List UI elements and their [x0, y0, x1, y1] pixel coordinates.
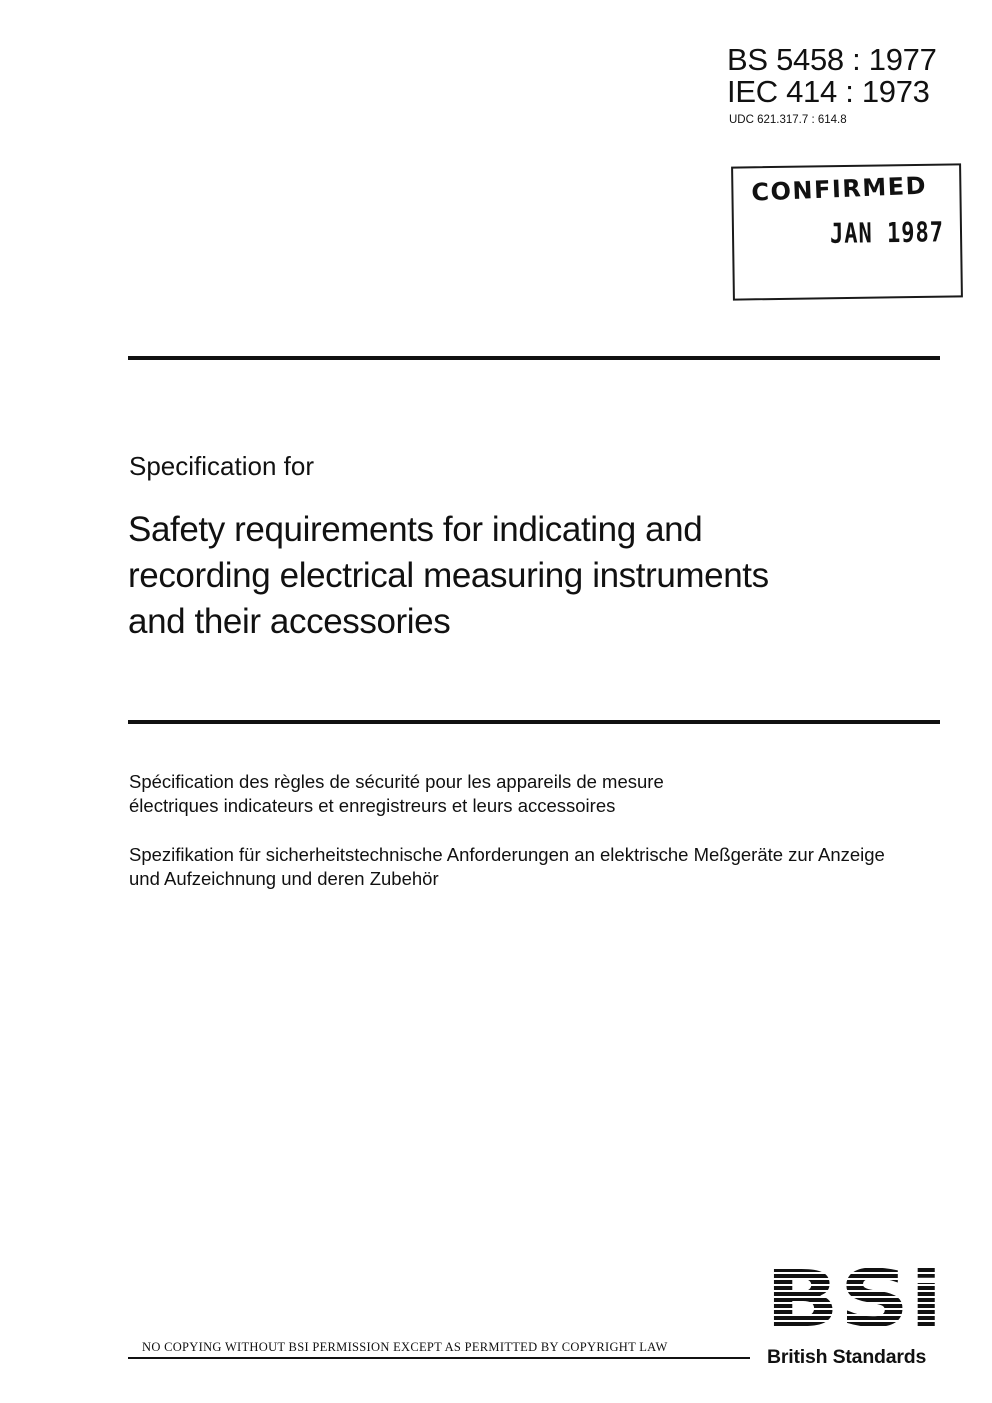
middle-divider	[128, 720, 940, 724]
iec-number: IEC 414 : 1973	[727, 74, 930, 109]
stamp-label: CONFIRMED	[750, 171, 928, 207]
document-title: Safety requirements for indicating and recording electrical measuring instruments and their accessories	[128, 510, 769, 641]
copyright-notice: NO COPYING WITHOUT BSI PERMISSION EXCEPT AS PERMITTED BY COPYRIGHT LAW	[142, 1340, 668, 1354]
top-divider	[128, 356, 940, 360]
bsi-logo	[765, 1262, 945, 1332]
confirmed-stamp	[731, 163, 963, 300]
bs-number: BS 5458 : 1977	[727, 42, 937, 77]
standard-identifiers	[727, 44, 937, 108]
copyright-underline	[128, 1357, 750, 1359]
german-title: Spezifikation für sicherheitstechnische Anforderungen an elektrische Meßgeräte zur Anzeige und Aufzeichnung und deren Zubehör	[129, 844, 885, 889]
udc-code: UDC 621.317.7 : 614.8	[729, 114, 847, 126]
stamp-date: JAN 1987	[829, 217, 945, 251]
logo-subtitle: British Standards	[767, 1346, 927, 1368]
bsi-logo-mark: BSi	[765, 1262, 943, 1332]
title-prefix: Specification for	[129, 451, 314, 481]
french-title: Spécification des règles de sécurité pour les appareils de mesure électriques indicateurs et enregistreurs et leurs accessoires	[129, 771, 664, 816]
